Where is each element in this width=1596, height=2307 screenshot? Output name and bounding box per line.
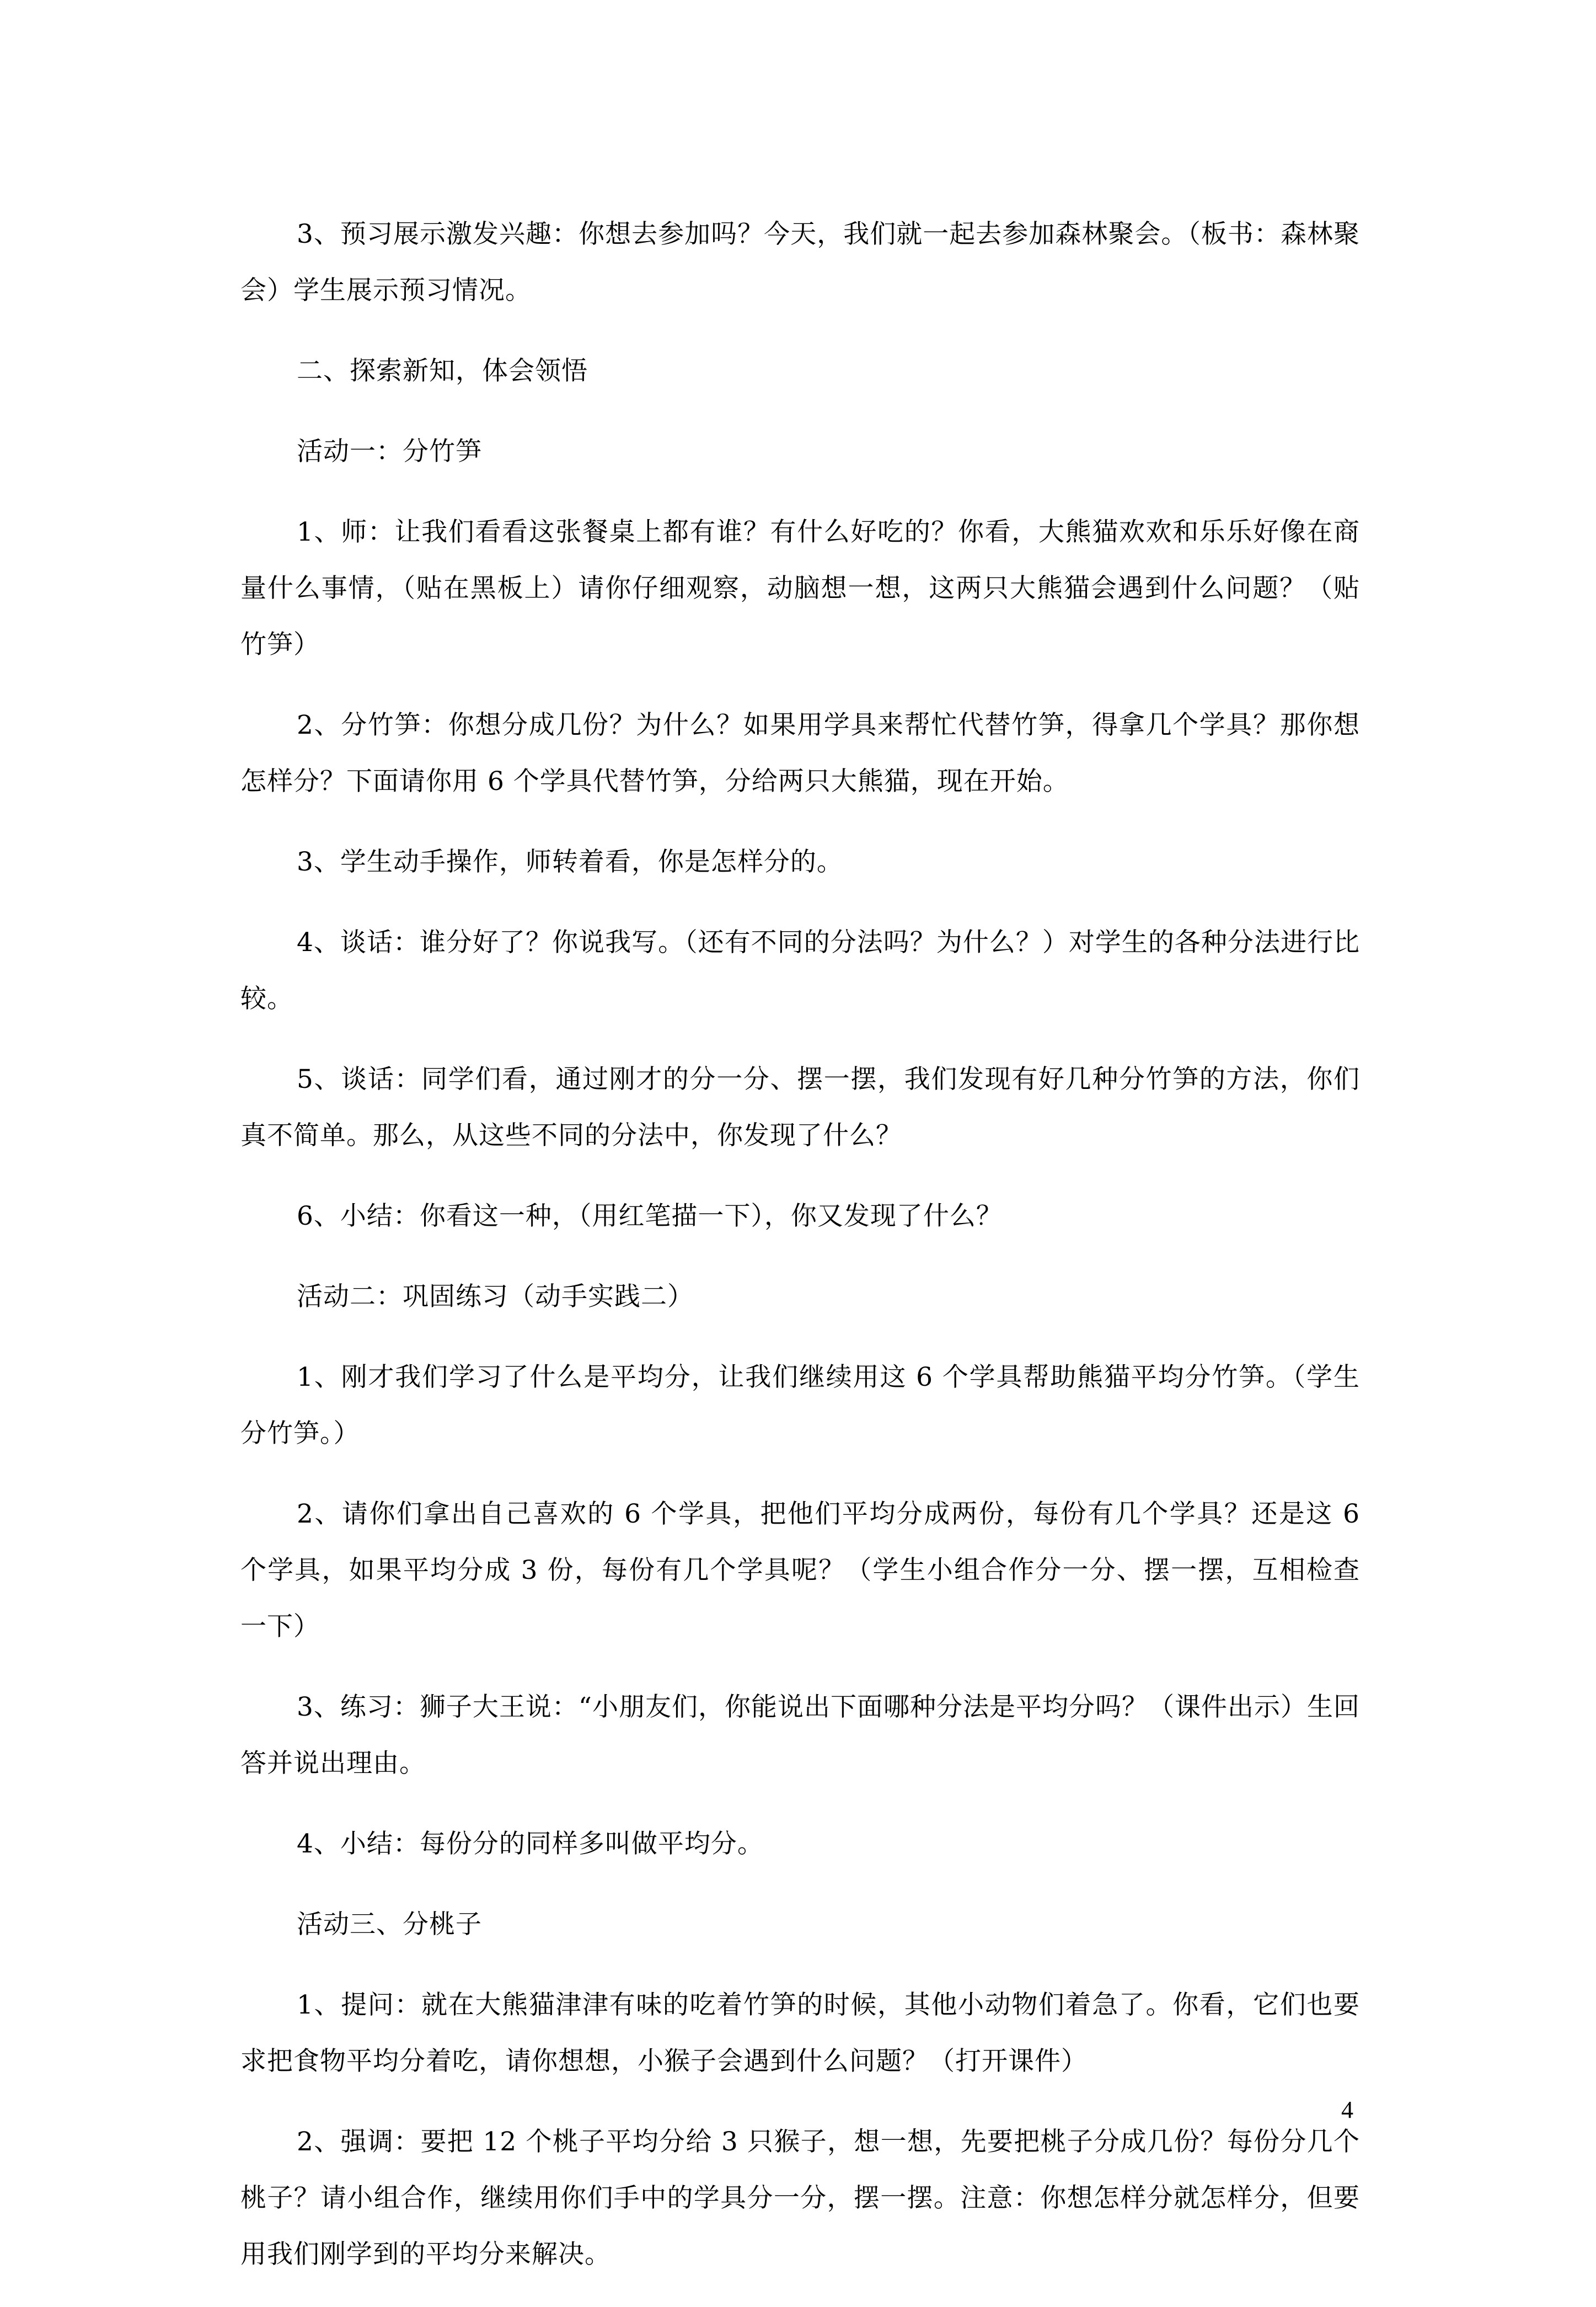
paragraph-activity2-step1: 1、刚才我们学习了什么是平均分，让我们继续用这 6 个学具帮助熊猫平均分竹笋。（学生分竹笋。） xyxy=(240,1362,1360,1449)
paragraph-activity1-step1: 1、师：让我们看看这张餐桌上都有谁？有什么好吃的？你看，大熊猫欢欢和乐乐好像在商量什么事情，（贴在黑板上）请你仔细观察，动脑想一想，这两只大熊猫会遇到什么问题？（贴竹笋） xyxy=(240,517,1360,660)
activity-heading-1: 活动一：分竹笋 xyxy=(297,436,482,467)
activity-heading-3: 活动三、分桃子 xyxy=(297,1909,482,1940)
page-number: 4 xyxy=(1341,2096,1353,2123)
paragraph-activity1-step6: 6、小结：你看这一种，（用红笔描一下），你又发现了什么？ xyxy=(297,1201,1003,1231)
section-heading-explore: 二、探索新知，体会领悟 xyxy=(297,356,588,386)
paragraph-activity1-step3: 3、学生动手操作，师转着看，你是怎样分的。 xyxy=(297,847,843,877)
activity-heading-2: 活动二：巩固练习（动手实践二） xyxy=(297,1281,694,1312)
document-body xyxy=(240,206,1360,2307)
paragraph-activity2-step2: 2、请你们拿出自己喜欢的 6 个学具，把他们平均分成两份，每份有几个学具？还是这 6 个学具，如果平均分成 3 份，每份有几个学具呢？（学生小组合作分一分、摆一摆，互相检查一下） xyxy=(240,1499,1360,1642)
paragraph-activity1-step2: 2、分竹笋：你想分成几份？为什么？如果用学具来帮忙代替竹笋，得拿几个学具？那你想怎样分？下面请你用 6 个学具代替竹笋，分给两只大熊猫，现在开始。 xyxy=(240,710,1360,797)
paragraph-activity3-step1: 1、提问：就在大熊猫津津有味的吃着竹笋的时候，其他小动物们着急了。你看，它们也要求把食物平均分着吃，请你想想，小猴子会遇到什么问题？（打开课件） xyxy=(240,1990,1360,2076)
paragraph-activity2-step4: 4、小结：每份分的同样多叫做平均分。 xyxy=(297,1829,764,1859)
paragraph-activity1-step4: 4、谈话：谁分好了？你说我写。（还有不同的分法吗？为什么？）对学生的各种分法进行比较。 xyxy=(240,927,1360,1014)
paragraph-preview-display: 3、预习展示激发兴趣：你想去参加吗？今天，我们就一起去参加森林聚会。（板书：森林聚会）学生展示预习情况。 xyxy=(240,219,1360,306)
paragraph-activity2-step3: 3、练习：狮子大王说：“小朋友们，你能说出下面哪种分法是平均分吗？（课件出示）生回答并说出理由。 xyxy=(240,1692,1360,1779)
paragraph-activity3-step2: 2、强调：要把 12 个桃子平均分给 3 只猴子，想一想，先要把桃子分成几份？每份分几个桃子？请小组合作，继续用你们手中的学具分一分，摆一摆。注意：你想怎样分就怎样分，但要用我们刚学到的平均分来解决。 xyxy=(240,2127,1360,2269)
paragraph-activity1-step5: 5、谈话：同学们看，通过刚才的分一分、摆一摆，我们发现有好几种分竹笋的方法，你们真不简单。那么，从这些不同的分法中，你发现了什么？ xyxy=(240,1064,1360,1151)
